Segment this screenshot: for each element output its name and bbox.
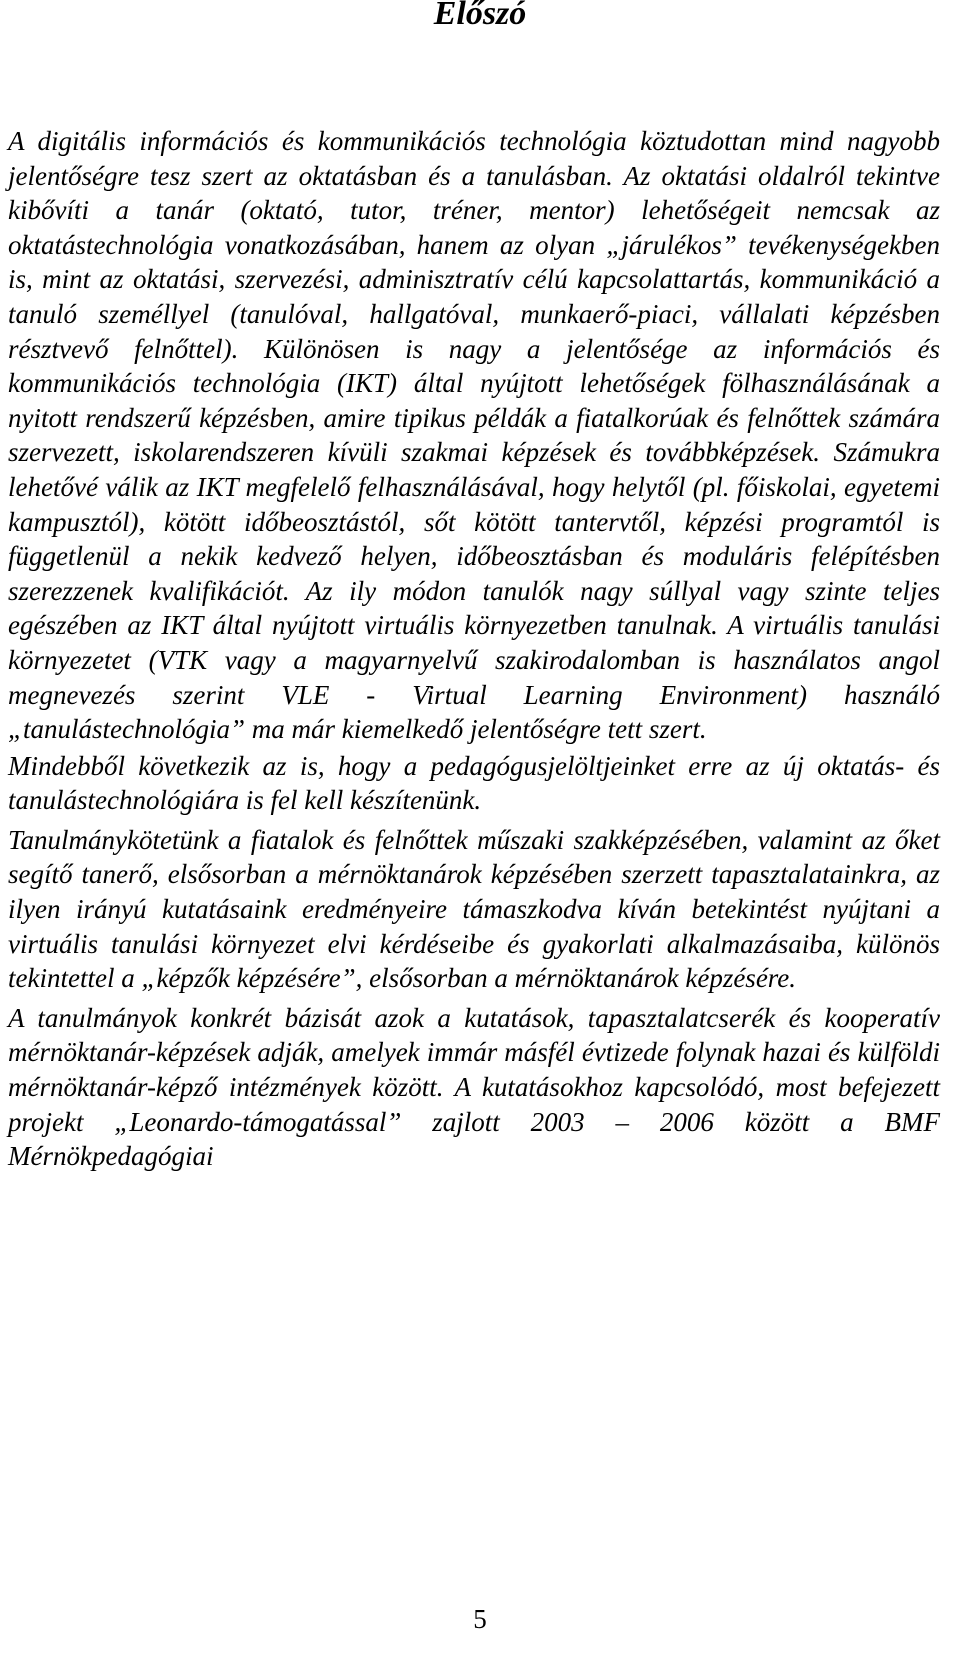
page-number: 5 (473, 1604, 487, 1634)
paragraph-1: A digitális információs és kommunikációs technológia köztudottan mind nagyobb jelentőségre tesz szert az oktatásban és a tanulásban. Az oktatási oldalról tekintve kibővíti a tanár (oktató, tutor, tréner, mentor) lehetőségeit nemcsak az oktatástechnológia vonatkozásában, hanem az olyan „járulékos” tevékenységekben is, mint az oktatási, szervezési, adminisztratív célú kapcsolattartás, kommunikáció a tanuló személlyel (tanulóval, hallgatóval, munkaerő-piaci, vállalati képzésben résztvevő felnőttel). Különösen is nagy a jelentősége az információs és kommunikációs technológia (IKT) által nyújtott lehetőségek fölhasználásának a nyitott rendszerű képzésben, amire tipikus példák a fiatalkorúak és felnőttek számára szervezett, iskolarendszeren kívüli szakmai képzések és továbbképzések. Számukra lehetővé válik az IKT megfelelő felhasználásával, hogy helytől (pl. főiskolai, egyetemi kampusztól), kötött időbeosztástól, sőt kötött tantervtől, képzési programtól is függetlenül a nekik kedvező helyen, időbeosztásban és moduláris felépítésben szerezzenek kvalifikációt. Az ily módon tanulók nagy súllyal vagy szinte teljes egészében az IKT által nyújtott virtuális környezetben tanulnak. A virtuális tanulási környezetet (VTK vagy a magyarnyelvű szakirodalomban is használatos angol megnevezés szerint VLE - Virtual Learning Environment) használó „tanulástechnológia” ma már kiemelkedő jelentőségre tett szert. (8, 126, 940, 745)
body-text (8, 124, 940, 1179)
paragraph-2: Mindebből következik az is, hogy a pedagógusjelöltjeinket erre az új oktatás- és tanulástechnológiára is fel kell készítenünk. (8, 750, 940, 816)
paragraph-4: A tanulmányok konkrét bázisát azok a kutatások, tapasztalatcserék és kooperatív mérnöktanár-képzések adják, amelyek immár másfél évtizede folynak hazai és külföldi mérnöktanár-képző intézmények között. A kutatásokhoz kapcsolódó, most befejezett projekt „Leonardo-támogatással” zajlott 2003 – 2006 között a BMF Mérnökpedagógiai (8, 1002, 940, 1172)
page-title: Előszó (433, 0, 527, 32)
paragraph-3: Tanulmánykötetünk a fiatalok és felnőttek műszaki szakképzésében, valamint az őket segítő tanerő, elsősorban a mérnöktanárok képzésében szerzett tapasztalatainkra, az ilyen irányú kutatásaink eredményeire támaszkodva kíván betekintést nyújtani a virtuális tanulási környezet elvi kérdéseibe és gyakorlati alkalmazásaiba, különös tekintettel a „képzők képzésére”, elsősorban a mérnöktanárok képzésére. (8, 824, 940, 994)
